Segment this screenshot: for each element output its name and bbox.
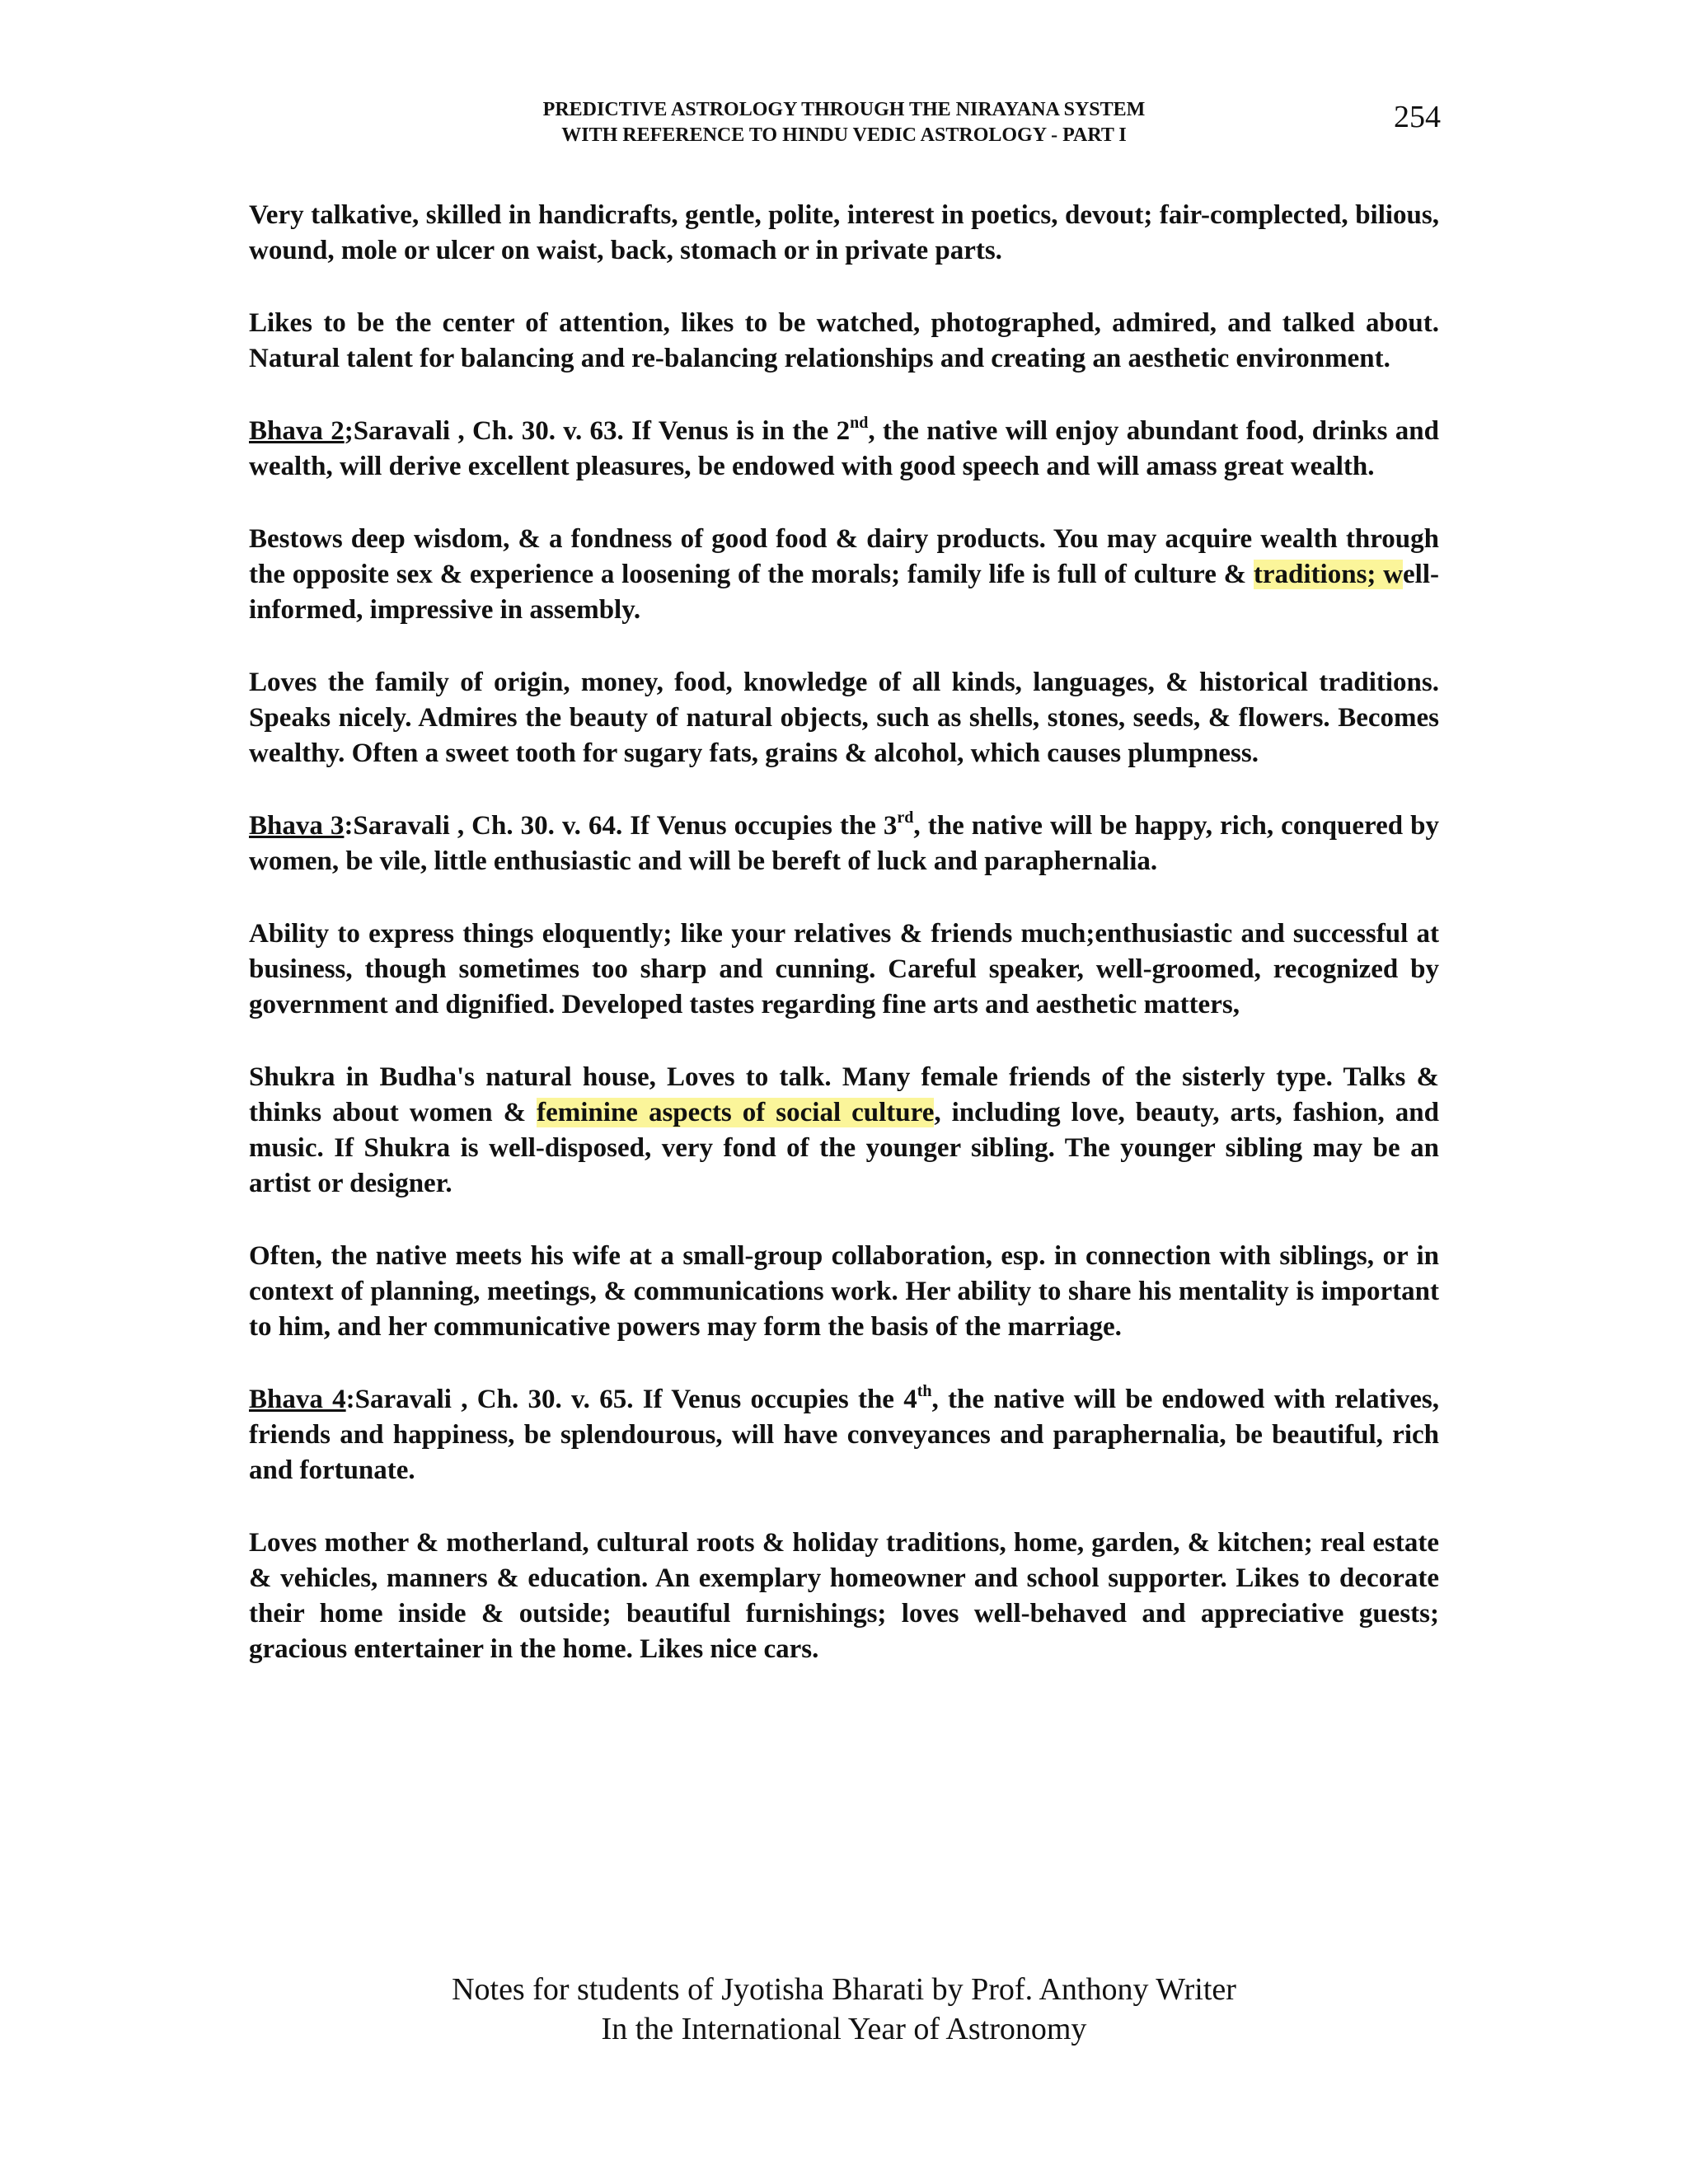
highlighted-text: traditions; w xyxy=(1253,560,1404,589)
paragraph: Likes to be the center of attention, likes to be watched, photographed, admired, and talked about. Natural talent for balancing and re-balancing relationships and creating an aesthetic environment. xyxy=(249,308,1439,373)
footer-line-2: In the International Year of Astronomy xyxy=(601,2012,1087,2046)
paragraph-text: , the native will be happy, rich, conquered by women, be vile, little enthusiastic and will be bereft of luck and paraphernalia. xyxy=(249,811,1439,876)
footer-line-1: Notes for students of Jyotisha Bharati by Prof. Anthony Writer xyxy=(452,1972,1236,2007)
paragraph-text: Bestows deep wisdom, & a fondness of good food & dairy products. You may acquire wealth through the opposite sex & experience a loosening of the morals; family life is full of culture & xyxy=(249,524,1439,589)
body-text xyxy=(249,198,1439,1704)
paragraph: Ability to express things eloquently; like your relatives & friends much;enthusiastic and successful at business, though sometimes too sharp and cunning. Careful speaker, well-groomed, recognized by government and dignified. Developed tastes regarding fine arts and aesthetic matters, xyxy=(249,919,1439,1019)
paragraph-text: Shukra in Budha's natural house, Loves to talk. Many female friends of the sisterly type. Talks & thinks about women & xyxy=(249,1062,1439,1127)
page-number: 254 xyxy=(1394,100,1441,134)
paragraph-bhava-2 xyxy=(249,414,1439,485)
ordinal-suffix: nd xyxy=(850,414,869,432)
paragraph-bhava-3 xyxy=(249,808,1439,879)
paragraph: Often, the native meets his wife at a small-group collaboration, esp. in connection with siblings, or in context of planning, meetings, & communications work. Her ability to share his mentality is important to him, and her communicative powers may form the basis of the marriage. xyxy=(249,1241,1439,1342)
paragraph xyxy=(249,522,1439,628)
bhava-3-label: Bhava 3 xyxy=(249,811,345,841)
paragraph-text: :Saravali , Ch. 30. v. 64. If Venus occupies the 3 xyxy=(344,811,898,841)
highlighted-text: feminine aspects of social culture xyxy=(537,1098,935,1127)
ordinal-suffix: th xyxy=(917,1382,932,1400)
paragraph: Loves mother & motherland, cultural roots & holiday traditions, home, garden, & kitchen; real estate & vehicles, manners & education. An exemplary homeowner and school supporter. Likes to decorate their home inside & outside; beautiful furnishings; loves well-behaved and appreciative guests; gracious entertainer in the home. Likes nice cars. xyxy=(249,1528,1439,1664)
paragraph-text: ell-informed, impressive in assembly. xyxy=(249,560,1439,625)
page-footer xyxy=(0,1970,1688,2049)
paragraph: Loves the family of origin, money, food, knowledge of all kinds, languages, & historical traditions. Speaks nicely. Admires the beauty of natural objects, such as shells, stones, seeds, & flowers. Becomes wealthy. Often a sweet tooth for sugary fats, grains & alcohol, which causes plumpness. xyxy=(249,668,1439,768)
paragraph-text: ;Saravali , Ch. 30. v. 63. If Venus is in the 2 xyxy=(344,416,851,446)
paragraph-bhava-4 xyxy=(249,1382,1439,1488)
ordinal-suffix: rd xyxy=(897,808,914,827)
paragraph-text: , the native will enjoy abundant food, drinks and wealth, will derive excellent pleasures, be endowed with good speech and will amass great wealth. xyxy=(249,416,1439,481)
paragraph xyxy=(249,1060,1439,1202)
paragraph-text: , the native will be endowed with relatives, friends and happiness, be splendourous, will have conveyances and paraphernalia, be beautiful, rich and fortunate. xyxy=(249,1385,1439,1485)
paragraph: Very talkative, skilled in handicrafts, gentle, polite, interest in poetics, devout; fair-complected, bilious, wound, mole or ulcer on waist, back, stomach or in private parts. xyxy=(249,200,1439,265)
header-line-2: WITH REFERENCE TO HINDU VEDIC ASTROLOGY - PART I xyxy=(561,124,1127,146)
paragraph-text: , including love, beauty, arts, fashion, and music. If Shukra is well-disposed, very fond of the younger sibling. The younger sibling may be an artist or designer. xyxy=(249,1098,1439,1198)
header-line-1: PREDICTIVE ASTROLOGY THROUGH THE NIRAYANA SYSTEM xyxy=(542,99,1146,120)
paragraph-text: :Saravali , Ch. 30. v. 65. If Venus occupies the 4 xyxy=(345,1385,917,1414)
bhava-4-label: Bhava 4 xyxy=(249,1385,346,1414)
bhava-2-label: Bhava 2 xyxy=(249,416,345,446)
